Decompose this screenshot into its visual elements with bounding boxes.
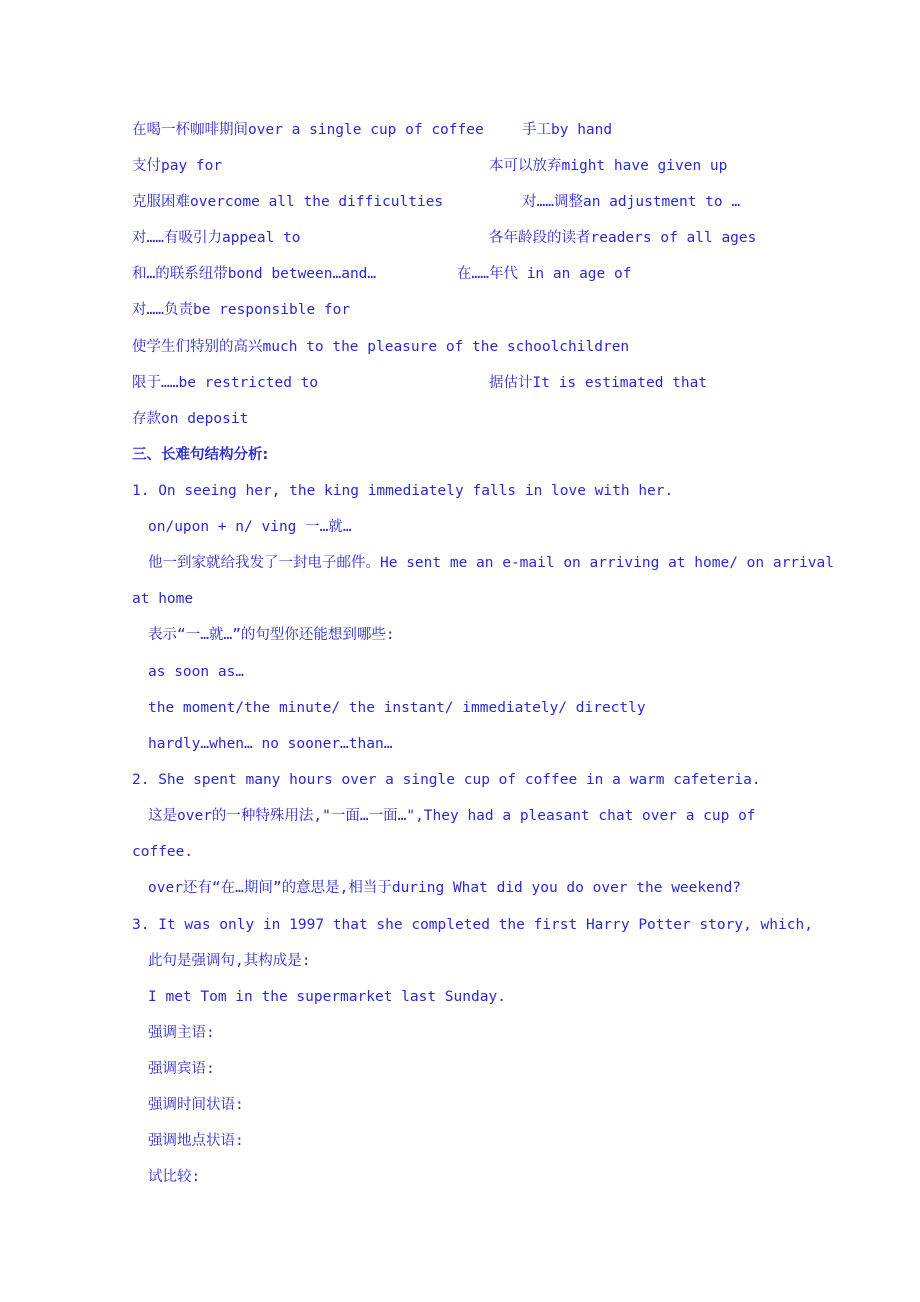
vocab-item: 对……调整an adjustment to … [522, 194, 741, 210]
note-line: 此句是强调句,其构成是: [148, 953, 311, 969]
sentence-item: 3. It was only in 1997 that she completed the first Harry Potter story, which, [132, 917, 813, 933]
vocab-item: 存款on deposit [132, 411, 249, 427]
sentence-item: 2. She spent many hours over a single cup of coffee in a warm cafeteria. [132, 772, 761, 788]
vocab-item: 限于……be restricted to [132, 375, 319, 391]
note-line: I met Tom in the supermarket last Sunday. [148, 989, 506, 1005]
note-line: as soon as… [148, 664, 245, 680]
vocab-item: 据估计It is estimated that [489, 375, 708, 391]
note-line: 强调地点状语: [148, 1133, 244, 1149]
note-line: 强调主语: [148, 1025, 215, 1041]
vocab-item: 克服困难overcome all the difficulties [132, 194, 444, 210]
vocab-item: 手工by hand [522, 122, 613, 138]
vocab-item: 对……负责be responsible for [132, 302, 351, 318]
note-line: 他一到家就给我发了一封电子邮件。He sent me an e-mail on arriving at home/ on arrival [148, 555, 834, 571]
note-line: over还有“在…期间”的意思是,相当于during What did you do over the weekend? [148, 880, 742, 896]
note-line: 这是over的一种特殊用法,"一面…一面…",They had a pleasant chat over a cup of [148, 808, 756, 824]
note-line: on/upon + n/ ving 一…就… [148, 519, 352, 535]
vocab-item: 在喝一杯咖啡期间over a single cup of coffee [132, 122, 484, 138]
note-line: 强调时间状语: [148, 1097, 244, 1113]
note-line: 强调宾语: [148, 1061, 215, 1077]
note-line: at home [132, 591, 194, 607]
vocab-item: 支付pay for [132, 158, 223, 174]
note-line: hardly…when… no sooner…than… [148, 736, 393, 752]
vocab-item: 各年龄段的读者readers of all ages [489, 230, 757, 246]
vocab-item: 使学生们特别的高兴much to the pleasure of the schoolchildren [132, 339, 630, 355]
note-line: the moment/the minute/ the instant/ immediately/ directly [148, 700, 646, 716]
vocab-item: 和…的联系纽带bond between…and… [132, 266, 377, 282]
vocab-item: 在……年代 in an age of [457, 266, 632, 282]
section-heading: 三、长难句结构分析: [132, 447, 269, 463]
note-line: 试比较: [148, 1169, 201, 1185]
sentence-item: 1. On seeing her, the king immediately falls in love with her. [132, 483, 674, 499]
vocab-item: 本可以放弃might have given up [489, 158, 728, 174]
vocab-item: 对……有吸引力appeal to [132, 230, 301, 246]
note-line: coffee. [132, 844, 194, 860]
note-line: 表示“一…就…”的句型你还能想到哪些: [148, 627, 395, 643]
